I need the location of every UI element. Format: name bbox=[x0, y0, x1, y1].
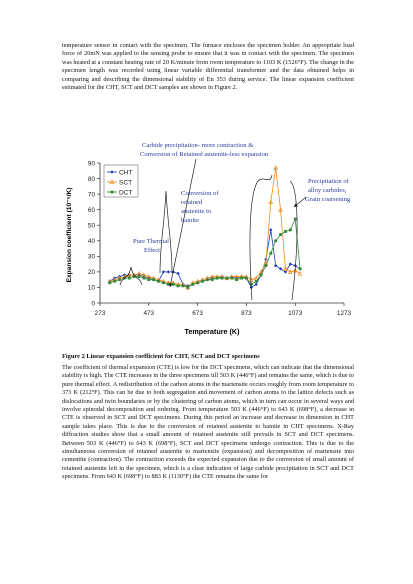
annotation-carbide-line1: Carbide precipitation- more contraction & bbox=[142, 142, 254, 149]
data-point-dct bbox=[269, 252, 272, 255]
data-point-dct bbox=[157, 280, 160, 283]
data-point-dct bbox=[162, 281, 165, 284]
data-point-dct bbox=[128, 277, 131, 280]
y-tick-label: 0 bbox=[91, 300, 95, 308]
data-point-dct bbox=[235, 278, 238, 281]
y-tick-label: 40 bbox=[87, 238, 95, 246]
annotation-thermal-line1: Pure Thermal bbox=[133, 238, 169, 245]
data-point-dct bbox=[206, 278, 209, 281]
figure-caption: Figure 2 Linear expansion coefficient for CHT, SCT and DCT specimens bbox=[62, 353, 260, 360]
annotation-precip-line2: alloy carbides, bbox=[308, 187, 347, 194]
data-point-dct bbox=[225, 277, 228, 280]
data-point-dct bbox=[147, 278, 150, 281]
brace-precipitation-right bbox=[290, 181, 297, 300]
data-point-dct bbox=[191, 283, 194, 286]
y-tick-label: 60 bbox=[87, 206, 95, 214]
data-point-dct bbox=[118, 278, 121, 281]
annotation-bainite-line4: bainite bbox=[181, 217, 199, 224]
data-point-dct bbox=[177, 284, 180, 287]
legend-label-dct: DCT bbox=[119, 189, 133, 197]
x-tick-label: 273 bbox=[94, 310, 106, 317]
data-point-cht bbox=[176, 272, 179, 275]
data-point-cht bbox=[269, 228, 272, 231]
body-paragraph-intro: temperature sensor in contact with the specimen. The furnace encloses the specimen holder. An appropriate load force of 20mN was applied to the sensing probe to ensure that it was in contact with the specimen. The specimen was heated at a constant heating rate of 20 K/minute from room temperature to 1103 K (1526°F). The change in the specimen length was recorded using linear variable differential transformer and the data obtained helps in comparing and describing the dimensional stability of En 353 during service. The linear expansion coefficient estimated for the CHT, SCT and DCT samples are shown in Figure 2. bbox=[62, 42, 354, 92]
brace-bainite bbox=[160, 191, 172, 273]
x-tick-label: 1073 bbox=[288, 310, 303, 317]
x-axis-label: Temperature (K) bbox=[184, 327, 240, 336]
data-point-dct bbox=[260, 274, 263, 277]
x-tick-label: 673 bbox=[192, 310, 203, 317]
annotation-precip-line1: Precipitation of bbox=[308, 178, 349, 185]
y-tick-label: 20 bbox=[87, 269, 95, 277]
y-tick-label: 50 bbox=[87, 222, 95, 230]
data-point-dct bbox=[211, 278, 214, 281]
data-point-cht bbox=[162, 270, 165, 273]
data-point-dct bbox=[284, 230, 287, 233]
data-point-dct bbox=[245, 277, 248, 280]
data-point-dct bbox=[289, 228, 292, 231]
legend-label-sct: SCT bbox=[119, 179, 133, 187]
body-paragraph-discussion: The coefficient of thermal expansion (CTE) is low for the DCT specimens, which can indicate that the dimensional stability is high. The CTE increases in the three specimens till 503 K (446°F) and remains the same, which is due to pure thermal effect. A redistribution of the carbon atoms in the martensite occurs roughly from room temperature to 373 K (212°F). This can be due to both segregation and movement of carbon atoms to the lattice defects such as dislocations and twin boundaries or by the clustering of carbon atoms, which in turn can occur in several ways and involve spinodal decomposition and ordering. From temperature 503 K (446°F) to 643 K (698°F), a decrease in CTE is observed in SCT and DCT specimens. During this period an increase and decrease in dimension in CHT sample takes place. This is due to the conversion of retained austenite to bainite in CHT specimens. X-Ray diffraction studies show that a small amount of retained austenite still prevails in SCT and DCT specimens. Between 503 K (446°F) to 643 K (698°F), SCT and DCT specimens undergo contraction. This is due to the simultaneous conversion of retained austenite to martensite (expansion) and decomposition of martensite into cementite (contraction). The contraction exceeds the expected expansion due to the conversion of small amount of retained austenite left in the specimen, which is a clear indication of large carbide precipitation in SCT and DCT specimens. From 643 K (698°F) to 883 K (1130°F) the CTE remains the same for bbox=[62, 364, 354, 481]
x-tick-label: 473 bbox=[143, 310, 155, 317]
x-tick-label: 873 bbox=[241, 310, 252, 317]
data-point-dct bbox=[108, 281, 111, 284]
data-point-dct bbox=[216, 277, 219, 280]
legend-label-cht: CHT bbox=[119, 169, 133, 177]
annotation-bainite-line1: Conversion of bbox=[181, 190, 219, 197]
data-point-dct bbox=[240, 277, 243, 280]
data-point-dct bbox=[143, 277, 146, 280]
annotation-bainite-line3: austenite to bbox=[181, 208, 212, 215]
data-point-dct bbox=[274, 239, 277, 242]
data-point-dct bbox=[182, 284, 185, 287]
annotation-carbide-line2: Conversion of Retained austenite-less expansion bbox=[140, 151, 269, 158]
data-point-dct bbox=[221, 277, 224, 280]
y-axis-label: Expansion coefficient (10⁻⁶/K) bbox=[66, 187, 73, 283]
data-point-dct bbox=[201, 280, 204, 283]
data-point-dct bbox=[255, 280, 258, 283]
expansion-coefficient-chart bbox=[60, 135, 360, 345]
data-point-dct bbox=[265, 264, 268, 267]
annotation-thermal-line2: Effect bbox=[144, 247, 160, 254]
x-tick-label: 1273 bbox=[336, 310, 352, 317]
data-point-dct bbox=[113, 280, 116, 283]
y-tick-label: 10 bbox=[87, 284, 95, 292]
y-tick-label: 30 bbox=[87, 253, 95, 261]
legend-marker bbox=[111, 191, 114, 194]
data-point-dct bbox=[294, 218, 297, 221]
y-tick-label: 80 bbox=[87, 175, 95, 183]
annotation-bainite-line2: retained bbox=[181, 199, 203, 206]
series-line-sct bbox=[110, 168, 300, 288]
data-point-dct bbox=[196, 281, 199, 284]
data-point-dct bbox=[186, 286, 189, 289]
data-point-dct bbox=[138, 275, 141, 278]
data-point-dct bbox=[152, 278, 155, 281]
data-point-dct bbox=[230, 277, 233, 280]
chart-legend bbox=[104, 165, 138, 197]
data-point-dct bbox=[279, 233, 282, 236]
y-tick-label: 90 bbox=[87, 160, 95, 168]
y-tick-label: 70 bbox=[87, 191, 95, 199]
data-point-cht bbox=[167, 270, 170, 273]
annotation-precip-line3: Grain coarsening bbox=[305, 196, 351, 203]
data-point-dct bbox=[299, 267, 302, 270]
